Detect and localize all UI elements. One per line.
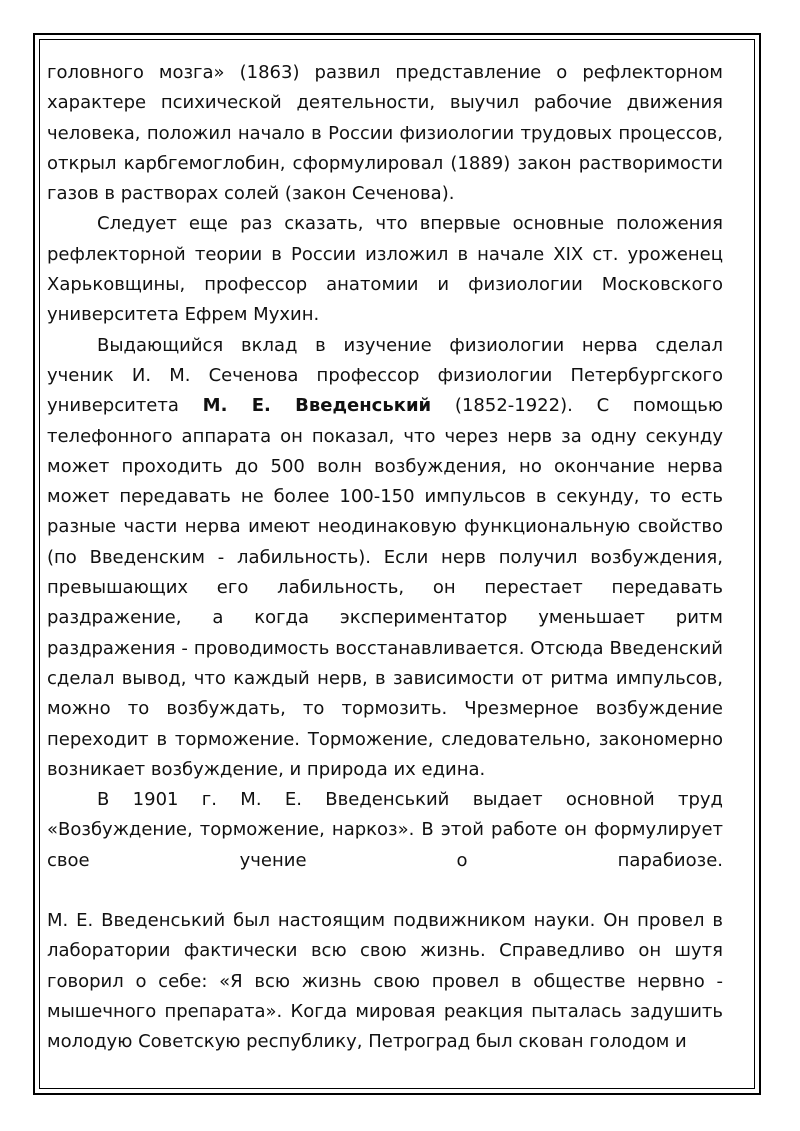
bold-name-vvedensky: М. Е. Введенський <box>202 395 432 417</box>
paragraph-gap <box>47 876 723 906</box>
paragraph-vvedensky-biography: М. Е. Введенський был настоящим подвижником науки. Он провел в лаборатории фактически всю свою жизнь. Справедливо он шутя говорил о себе: «Я всю жизнь свою провел в обществе нервно - мышечного препарата». Когда мировая реакция пыталась задушить молодую Советскую республику, Петроград был скован голодом и <box>47 910 723 1053</box>
paragraph-parabiosis: В 1901 г. М. Е. Введенський выдает основной труд «Возбуждение, торможение, наркоз». В этой работе он формулирует свое учение о парабиозе. <box>47 789 723 871</box>
paragraph-sechenov-contributions: головного мозга» (1863) развил представление о рефлекторном характере психической деятельности, выучил рабочие движения человека, положил начало в России физиологии трудовых процессов, открыл карбгемоглобин, сформулировал (1889) закон растворимости газов в растворах солей (закон Сеченова). <box>47 62 723 205</box>
paragraph-mukhin: Следует еще раз сказать, что впервые основные положения рефлекторной теории в России изложил в начале XIX ст. уроженец Харьковщины, профессор анатомии и физиологии Московского университета Ефрем Мухин. <box>47 213 723 326</box>
paragraph-text: Выдающийся вклад в изучение физиологии нерва сделал ученик И. М. Сеченова профессор физиологии Петербургского университета <box>47 334 723 417</box>
paragraph-text: (1852-1922). С помощью телефонного аппарата он показал, что через нерв за одну секунду может проходить до 500 волн возбуждения, но окончание нерва может передавать не более 100-150 импульсов в секунду, то есть разные части нерва имеют неодинаковую функциональную свойство (по Введенским - лабильность). Если нерв получил возбуждения, превышающих его лабильность, он перестает передавать раздражение, а когда экспериментатор уменьшает ритм раздражения - проводимость восстанавливается. Отсюда Введенский сделал вывод, что каждый нерв, в зависимости от ритма импульсов, можно то возбуждать, то тормозить. Чрезмерное возбуждение переходит в торможение. Торможение, следовательно, закономерно возникает возбуждение, и природа их едина. <box>47 395 723 780</box>
paragraph-vvedensky-nerve <box>47 331 723 785</box>
document-body <box>47 58 723 1058</box>
